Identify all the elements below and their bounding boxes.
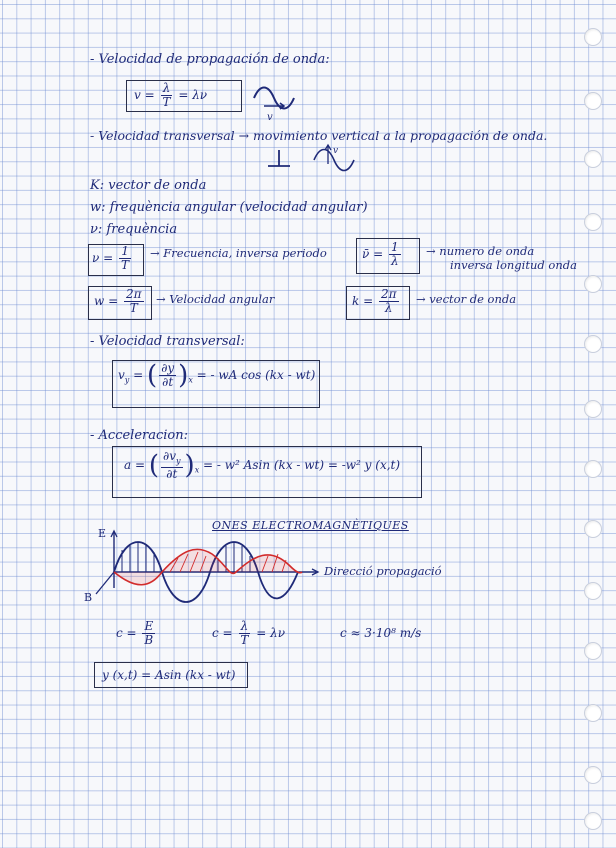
wave-function-formula: y (x,t) = Asin (kx - wt) xyxy=(102,668,236,682)
wave-speed-title: - Velocidad de propagación de onda: xyxy=(90,52,330,67)
em-axis-e: E xyxy=(98,527,107,540)
binder-hole xyxy=(584,28,602,46)
binder-hole xyxy=(584,335,602,353)
binder-hole xyxy=(584,92,602,110)
em-wave-diagram xyxy=(86,528,322,606)
frequency-note: → Frecuencia, inversa periodo xyxy=(150,246,327,260)
wave-vector-formula: k = $\frac{2\pi}{\lambda}$ xyxy=(352,287,397,315)
wave-speed-icon-label: v xyxy=(267,112,273,123)
binder-hole xyxy=(584,150,602,168)
c-wavelength-formula: c = $\frac{\lambda}{T}$ = λν xyxy=(212,619,286,647)
em-axis-b: B xyxy=(84,591,93,604)
binder-hole xyxy=(584,275,602,293)
transverse-speed-line: - Velocidad transversal → movimiento vertical a la propagación de onda. xyxy=(90,128,548,143)
angular-velocity-formula: w = $\frac{2\pi}{T}$ xyxy=(94,287,142,315)
definition-k: K: vector de onda xyxy=(90,178,207,193)
acceleration-title: - Acceleracion: xyxy=(90,428,189,443)
wavenumber-formula: ν̄ = $\frac{1}{\lambda}$ xyxy=(362,240,399,268)
binder-hole xyxy=(584,400,602,418)
binder-hole xyxy=(584,766,602,784)
wave-vector-note: → vector de onda xyxy=(416,292,517,306)
c-value: c ≈ 3·10⁸ m/s xyxy=(340,626,422,640)
em-direction-label: Direcció propagació xyxy=(324,564,442,578)
binder-hole xyxy=(584,213,602,231)
binder-hole xyxy=(584,460,602,478)
em-waves-title: ONES ELECTROMAGNÈTIQUES xyxy=(212,519,409,532)
transverse-velocity-formula: $v_y$ = ( $\frac{\partial y}{\partial t}$ )$_x$ = - wA cos (kx - wt) xyxy=(118,360,316,391)
frequency-formula: ν = $\frac{1}{T}$ xyxy=(92,244,130,272)
definition-nu: ν: frequència xyxy=(90,222,178,237)
transverse-velocity-title: - Velocidad transversal: xyxy=(90,334,245,349)
wavenumber-note-1: → numero de onda xyxy=(426,244,535,258)
binder-hole xyxy=(584,642,602,660)
definition-w: w: frequència angular (velocidad angular) xyxy=(90,200,368,215)
binder-hole xyxy=(584,582,602,600)
wavenumber-note-2: inversa longitud onda xyxy=(450,258,577,272)
c-field-ratio-formula: c = $\frac{E}{B}$ xyxy=(116,619,154,647)
wave-speed-formula: v = $\frac{\lambda}{T}$ = λν xyxy=(134,81,208,109)
binder-hole xyxy=(584,704,602,722)
transverse-icon-label: v xyxy=(333,146,339,156)
perpendicular-icon xyxy=(266,148,292,170)
acceleration-formula: a = ( $\frac{\partial v_y}{\partial t}$ )$_x$ = - w² Asin (kx - wt) = -w² y (x,t) xyxy=(124,449,401,482)
binder-hole xyxy=(584,520,602,538)
binder-hole xyxy=(584,812,602,830)
angular-velocity-note: → Velocidad angular xyxy=(156,292,275,306)
sine-wave-icon xyxy=(250,82,298,118)
